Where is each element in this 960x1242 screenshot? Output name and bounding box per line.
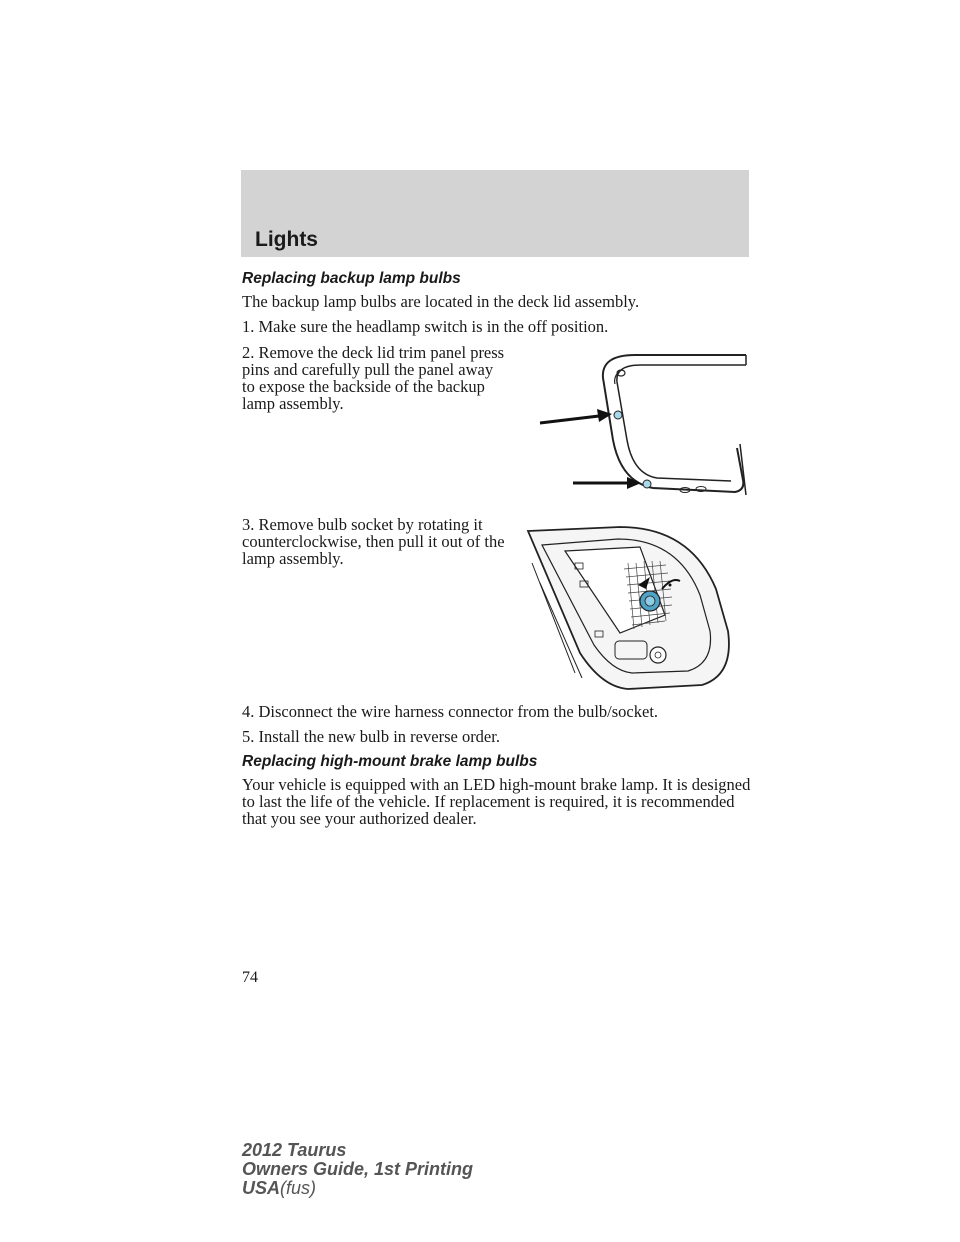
footer-edition: Owners Guide, 1st Printing — [242, 1159, 474, 1179]
step-2: 2. Remove the deck lid trim panel press pins and carefully pull the panel away to expose the backside of the backup lamp assembly. — [242, 343, 505, 413]
step-1: 1. Make sure the headlamp switch is in the off position. — [242, 317, 609, 336]
section-header-bar — [241, 170, 749, 257]
subheading-backup-lamp: Replacing backup lamp bulbs — [242, 270, 461, 287]
publication-footer — [242, 1141, 473, 1198]
step-5: 5. Install the new bulb in reverse order. — [242, 727, 500, 746]
footer-region: USA — [242, 1178, 281, 1198]
intro-paragraph: The backup lamp bulbs are located in the deck lid assembly. — [242, 292, 640, 311]
step-3: 3. Remove bulb socket by rotating it counterclockwise, then pull it out of the lamp assembly. — [242, 515, 505, 568]
page-number: 74 — [242, 969, 258, 986]
high-mount-brake-lamp-paragraph: Your vehicle is equipped with an LED high-mount brake lamp. It is designed to last the life of the vehicle. If replacement is required, it is recommended that you see your authorized dealer. — [242, 775, 751, 828]
deck-lid-trim-panel-illustration — [535, 350, 760, 500]
press-pin-upper — [614, 411, 622, 419]
step-4: 4. Disconnect the wire harness connector from the bulb/socket. — [242, 702, 659, 721]
lamp-assembly-bulb-socket-illustration — [520, 523, 745, 693]
footer-model: 2012 Taurus — [242, 1140, 347, 1160]
footer-code: (fus) — [280, 1178, 317, 1198]
footer-market — [242, 1179, 473, 1198]
section-title: Lights — [255, 228, 318, 251]
press-pin-lower — [643, 480, 651, 488]
subheading-high-mount-brake-lamp: Replacing high-mount brake lamp bulbs — [242, 753, 538, 770]
